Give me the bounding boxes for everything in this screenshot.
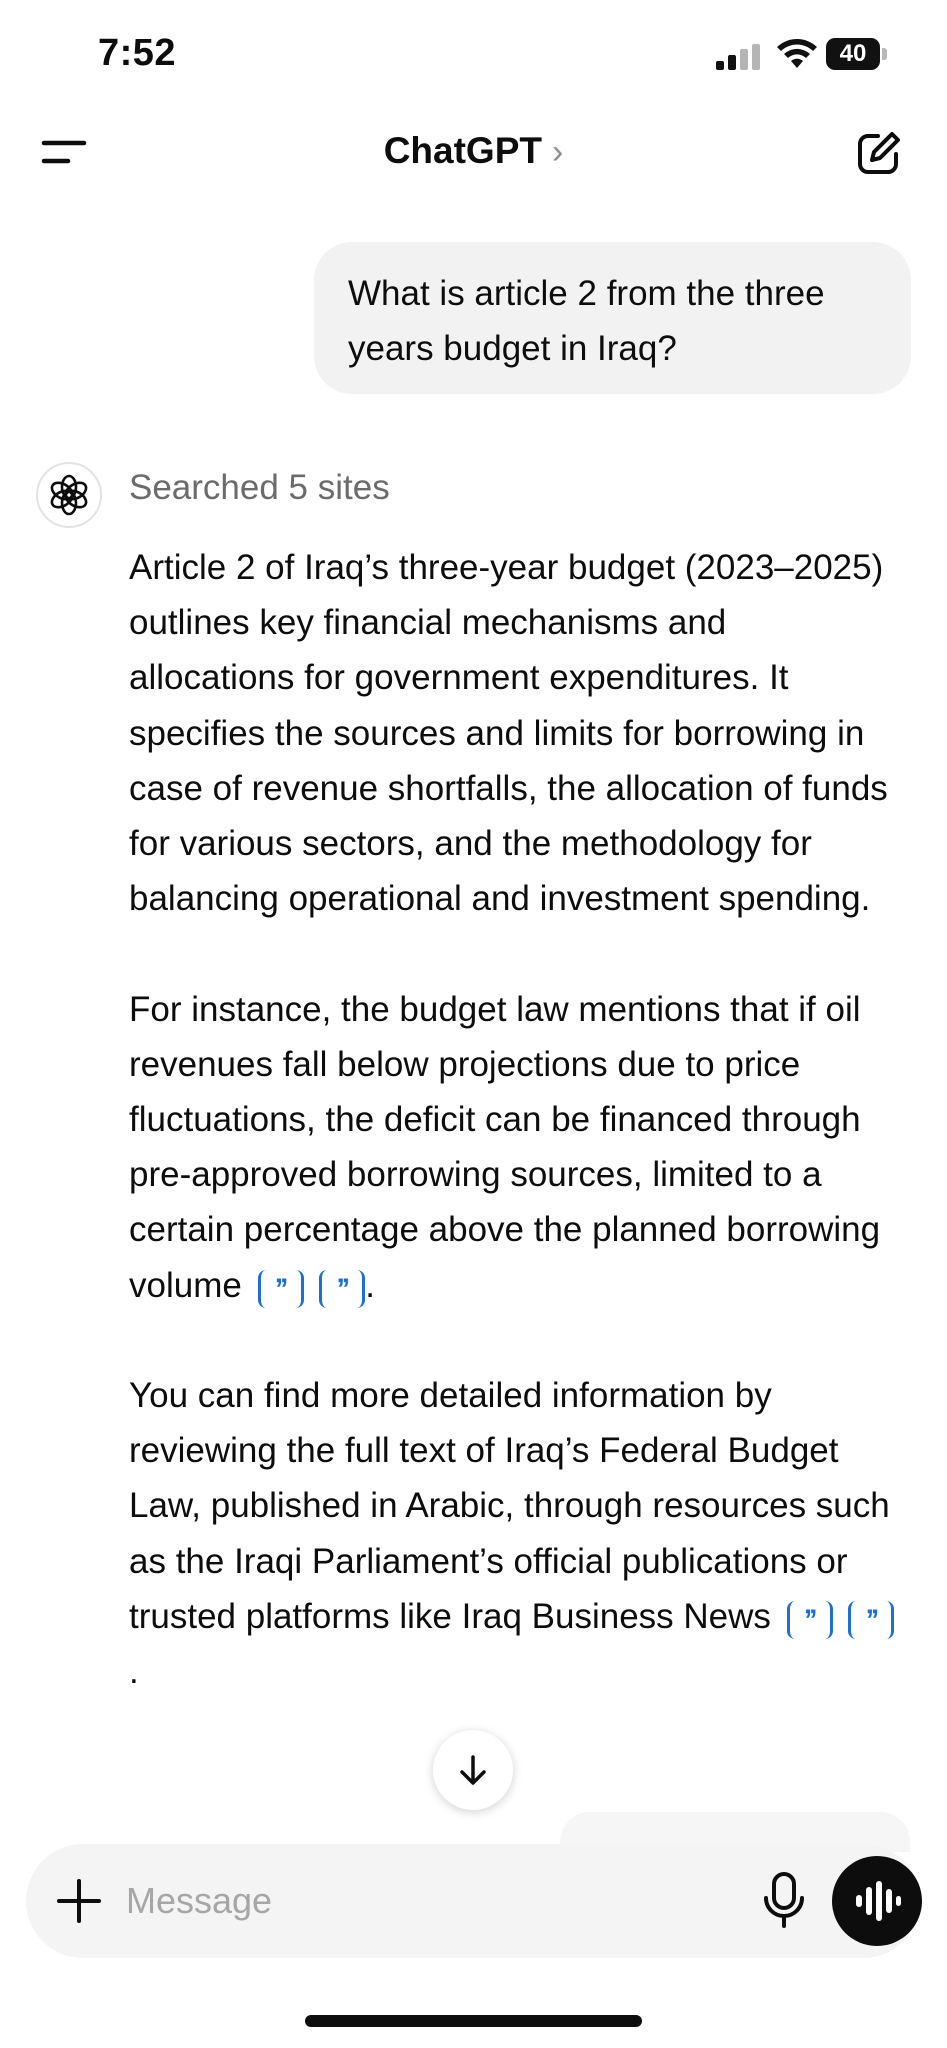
citation-icon[interactable]: ’’ (319, 1270, 365, 1308)
app-header (0, 104, 947, 200)
message-input[interactable] (126, 1872, 746, 1930)
response-paragraph (129, 1368, 899, 1699)
home-indicator (305, 2015, 642, 2027)
user-message-bubble[interactable] (314, 242, 911, 394)
paragraph-text: You can find more detailed information by reviewing the full text of Iraq’s Federal Budget Law, published in Arabic, through resources such as the Iraqi Parliament’s official publications or trusted platforms like Iraq Business News (129, 1376, 890, 1636)
arrow-down-icon (455, 1752, 491, 1788)
cellular-signal-icon (716, 44, 760, 70)
plus-icon[interactable] (54, 1876, 104, 1926)
message-composer (26, 1844, 920, 1958)
paragraph-text: For instance, the budget law mentions that if oil revenues fall below projections due to price fluctuations, the deficit can be financed through pre-approved borrowing sources, limited to a certain percentage above the planned borrowing volume (129, 989, 881, 1305)
voice-mode-icon (852, 1881, 902, 1921)
citation-icon[interactable]: ’’ (848, 1601, 894, 1639)
wifi-icon (776, 38, 818, 70)
microphone-icon[interactable] (758, 1870, 810, 1932)
response-paragraph (129, 540, 899, 926)
user-message-text: What is article 2 from the three years budget in Iraq? (348, 274, 825, 368)
assistant-avatar (36, 462, 102, 528)
response-paragraph (129, 982, 899, 1313)
sentence-period: . (365, 1265, 376, 1305)
scroll-to-bottom-button[interactable] (433, 1730, 513, 1810)
status-bar (0, 0, 947, 104)
citation-icon[interactable]: ’’ (787, 1601, 833, 1639)
header-title: ChatGPT (383, 130, 542, 171)
openai-logo-icon (48, 474, 90, 516)
new-chat-icon[interactable] (856, 130, 902, 176)
searched-sites-toggle[interactable]: Searched 5 sites (129, 468, 390, 507)
model-selector[interactable] (0, 130, 947, 172)
status-time: 7:52 (98, 32, 177, 74)
paragraph-text: Article 2 of Iraq’s three-year budget (2023–2025) outlines key financial mechanisms and allocations for government expenditures. It specifies the sources and limits for borrowing in case of revenue shortfalls, the allocation of funds for various sectors, and the methodology for balancing operational and investment spending. (129, 548, 888, 919)
citation-icon[interactable]: ’’ (258, 1270, 304, 1308)
assistant-response (129, 540, 899, 1754)
chevron-right-icon: › (551, 133, 564, 171)
sentence-period: . (129, 1652, 139, 1692)
voice-mode-button[interactable] (832, 1856, 922, 1946)
battery-nub (882, 48, 887, 60)
battery-indicator: 40 (826, 38, 880, 70)
